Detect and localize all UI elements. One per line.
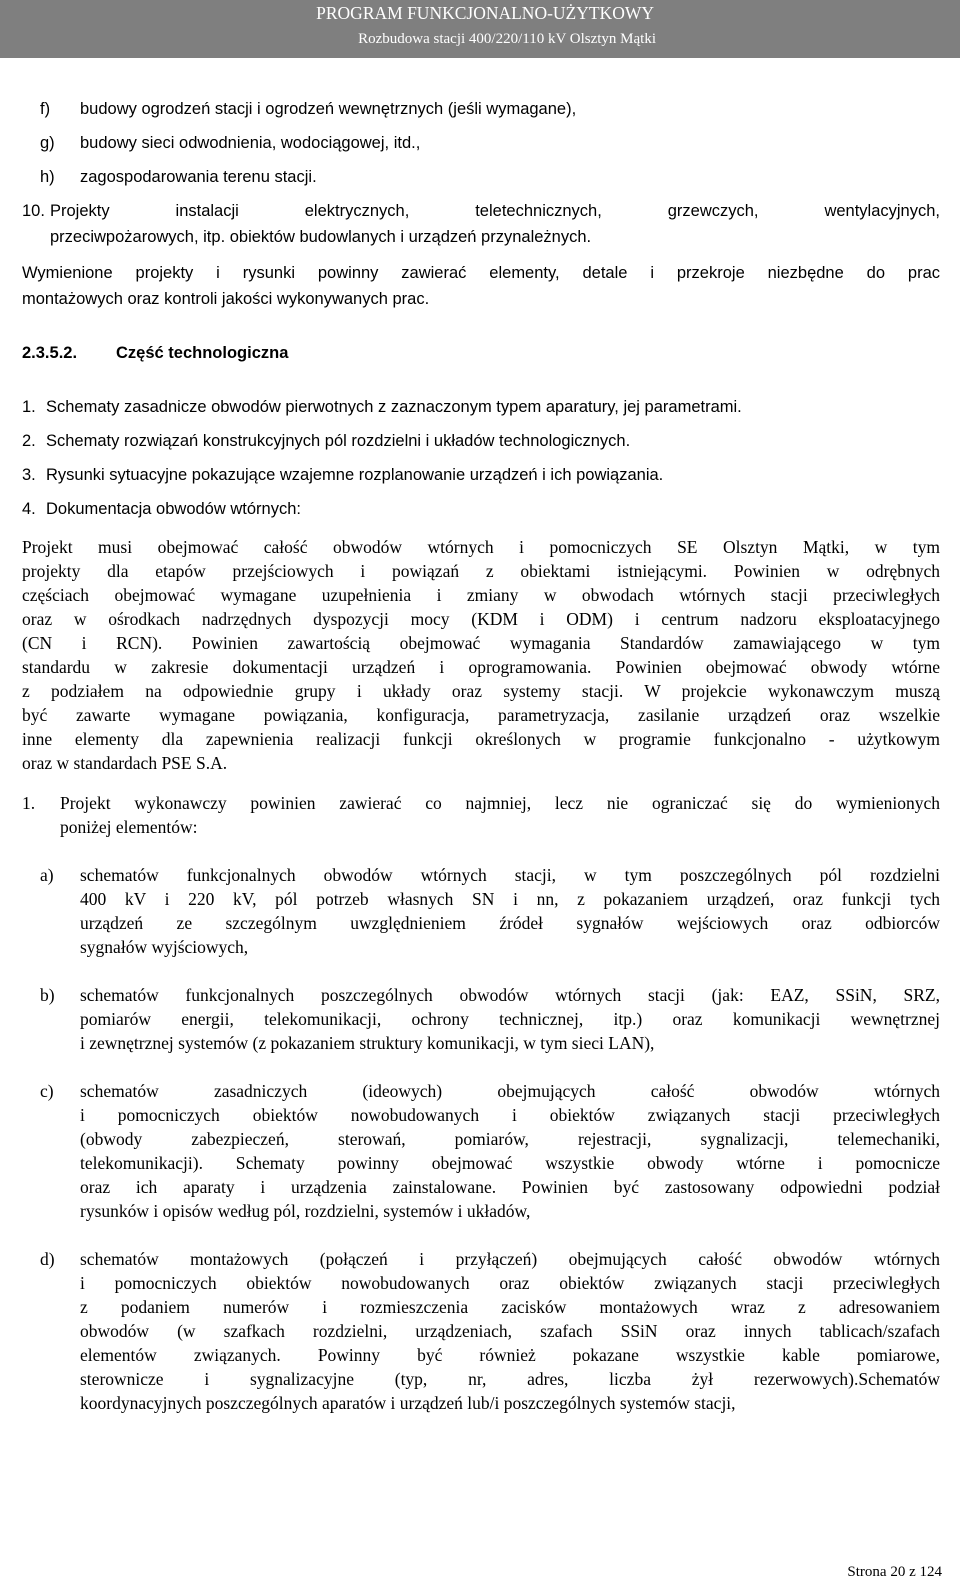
list-marker: 2. — [22, 432, 36, 450]
section-number: 2.3.5.2. — [22, 344, 78, 362]
paragraph-line: montażowych oraz kontroli jakości wykonywanych prac. — [22, 290, 430, 308]
list-item: telekomunikacji). Schematy powinny obejmować wszystkie obwody wtórne i pomocnicze — [80, 1153, 940, 1173]
list-item: budowy sieci odwodnienia, wodociągowej, itd., — [80, 134, 421, 152]
list-marker: 4. — [22, 500, 36, 518]
page-number: Strona 20 z 124 — [847, 1564, 942, 1580]
list-marker: 10. — [22, 202, 45, 220]
header-program-title: PROGRAM FUNKCJONALNO-UŻYTKOWY — [316, 3, 654, 23]
list-item: schematów funkcjonalnych obwodów wtórnych stacji, w tym poszczególnych pól rozdzielni — [80, 865, 940, 885]
list-item: sterownicze i sygnalizacyjne (typ, nr, adres, liczba żył rezerwowych).Schematów — [80, 1369, 940, 1389]
list-item: elementów związanych. Powinny być również pokazane wszystkie kable pomiarowe, — [80, 1345, 940, 1365]
page-header — [0, 0, 960, 58]
paragraph-line: standardu w zakresie dokumentacji urządzeń i oprogramowania. Powinien obejmować obwody wtórne — [22, 657, 940, 677]
list-marker: c) — [40, 1081, 54, 1101]
list-item: pomiarów energii, telekomunikacji, ochrony technicznej, itp.) oraz komunikacji wewnętrznej — [80, 1009, 940, 1029]
list-marker: 3. — [22, 466, 36, 484]
list-marker: a) — [40, 865, 54, 885]
paragraph-line: oraz w standardach PSE S.A. — [22, 753, 228, 773]
list-item: (obwody zabezpieczeń, sterowań, pomiarów, rejestracji, sygnalizacji, telemechaniki, — [80, 1129, 940, 1149]
list-marker: h) — [40, 168, 55, 186]
list-item-continuation: przeciwpożarowych, itp. obiektów budowlanych i urządzeń przynależnych. — [50, 228, 592, 246]
list-marker: f) — [40, 100, 51, 118]
list-marker: g) — [40, 134, 55, 152]
list-marker: d) — [40, 1249, 55, 1269]
list-item: Schematy rozwiązań konstrukcyjnych pól rozdzielni i układów technologicznych. — [46, 432, 631, 450]
list-item: zagospodarowania terenu stacji. — [80, 168, 317, 186]
section-title: Część technologiczna — [116, 344, 289, 362]
list-item: Projekty instalacji elektrycznych, teletechnicznych, grzewczych, wentylacyjnych, — [50, 202, 940, 220]
paragraph-line: być zawarte wymagane powiązania, konfiguracja, parametryzacja, zasilanie urządzeń oraz wszelkie — [22, 705, 940, 725]
list-item: Dokumentacja obwodów wtórnych: — [46, 500, 301, 518]
list-item: schematów montażowych (połączeń i przyłączeń) obejmujących całość obwodów wtórnych — [80, 1249, 940, 1269]
list-item: i pomocniczych obiektów nowobudowanych oraz obiektów związanych stacji przeciwległych — [80, 1273, 940, 1293]
paragraph-line: projekty dla etapów przejściowych i powiązań z obiektami istniejącymi. Powinien w odrębnych — [22, 561, 940, 581]
header-project-title: Rozbudowa stacji 400/220/110 kV Olsztyn Mątki — [358, 31, 656, 47]
list-item: z podaniem numerów i rozmieszczenia zacisków montażowych wraz z adresowaniem — [80, 1297, 940, 1317]
paragraph-line: (CN i RCN). Powinien zawartością obejmować wymagania Standardów zamawiającego w tym — [22, 633, 940, 653]
list-item: schematów zasadniczych (ideowych) obejmujących całość obwodów wtórnych — [80, 1081, 940, 1101]
list-item: budowy ogrodzeń stacji i ogrodzeń wewnętrznych (jeśli wymagane), — [80, 100, 577, 118]
list-item: oraz ich aparaty i urządzenia zainstalowane. Powinien być zastosowany odpowiedni podział — [80, 1177, 940, 1197]
list-marker: b) — [40, 985, 55, 1005]
list-item: 400 kV i 220 kV, pól potrzeb własnych SN i nn, z pokazaniem urządzeń, oraz funkcji tych — [80, 889, 940, 909]
paragraph-line: Projekt musi obejmować całość obwodów wtórnych i pomocniczych SE Olsztyn Mątki, w tym — [22, 537, 940, 557]
list-item: i pomocniczych obiektów nowobudowanych i obiektów związanych stacji przeciwległych — [80, 1105, 940, 1125]
list-item-continuation: poniżej elementów: — [60, 817, 198, 837]
list-item: sygnałów wyjściowych, — [80, 937, 249, 957]
list-item: Schematy zasadnicze obwodów pierwotnych z zaznaczonym typem aparatury, jej parametrami. — [46, 398, 742, 416]
list-item: Rysunki sytuacyjne pokazujące wzajemne rozplanowanie urządzeń i ich powiązania. — [46, 466, 664, 484]
list-item: koordynacyjnych poszczególnych aparatów i urządzeń lub/i poszczególnych systemów stacji, — [80, 1393, 736, 1413]
list-item: rysunków i opisów według pól, rozdzielni, systemów i układów, — [80, 1201, 531, 1221]
paragraph-line: częściach obejmować wymagane uzupełnienia i zmiany w obwodach wtórnych stacji przeciwległych — [22, 585, 940, 605]
list-item: schematów funkcjonalnych poszczególnych obwodów wtórnych stacji (jak: EAZ, SSiN, SRZ, — [80, 985, 940, 1005]
list-item: obwodów (w szafkach rozdzielni, urządzeniach, szafach SSiN oraz innych tablicach/szafach — [80, 1321, 940, 1341]
list-marker: 1. — [22, 793, 36, 813]
list-item: i zewnętrznej systemów (z pokazaniem struktury komunikacji, w tym sieci LAN), — [80, 1033, 655, 1053]
paragraph-line: Wymienione projekty i rysunki powinny zawierać elementy, detale i przekroje niezbędne do prac — [22, 264, 940, 282]
paragraph-line: oraz w ośrodkach nadrzędnych dyspozycji mocy (KDM i ODM) i centrum nadzoru eksploatacyjnego — [22, 609, 940, 629]
list-marker: 1. — [22, 398, 36, 416]
paragraph-line: z podziałem na odpowiednie grupy i układy oraz systemy stacji. W projekcie wykonawczym muszą — [22, 681, 940, 701]
paragraph-line: inne elementy dla zapewnienia realizacji funkcji określonych w programie funkcjonalno - użytkowym — [22, 729, 940, 749]
list-item: Projekt wykonawczy powinien zawierać co najmniej, lecz nie ograniczać się do wymienionych — [60, 793, 940, 813]
list-item: urządzeń ze szczególnym uwzględnieniem źródeł sygnałów wejściowych oraz odbiorców — [80, 913, 940, 933]
